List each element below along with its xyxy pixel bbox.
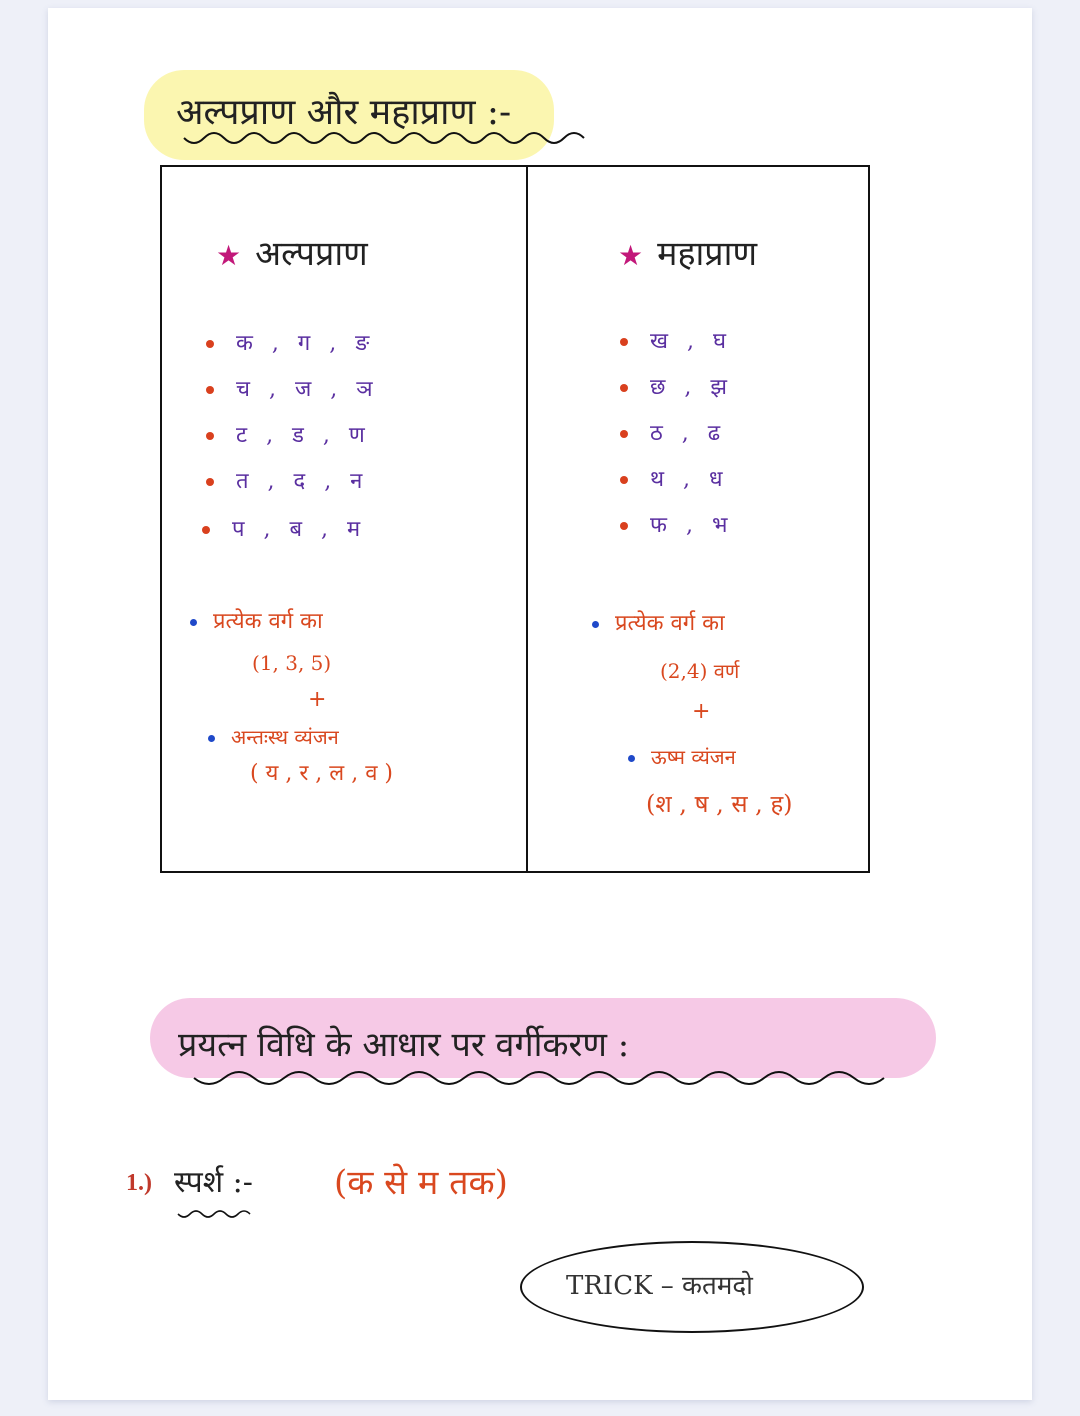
- heading-underline: [184, 126, 604, 156]
- note-2-sub: (श , ष , स , ह): [646, 790, 793, 818]
- bullet-icon: [206, 432, 214, 440]
- bullet-icon: [206, 340, 214, 348]
- plus-sign: +: [308, 687, 327, 712]
- bullet-icon: [620, 384, 628, 392]
- point-range: (क से म तक): [334, 1163, 508, 1203]
- bullet-icon: [628, 755, 635, 762]
- bullet-icon: [592, 621, 599, 628]
- bullet-icon: [206, 478, 214, 486]
- star-icon: ★: [618, 239, 644, 272]
- list-item: त , द , न: [206, 465, 368, 495]
- list-item: ठ , ढ: [620, 417, 726, 447]
- note-1-sub: (2,4) वर्ण: [660, 659, 740, 683]
- note-2-sub: ( य , र , ल , व ): [250, 761, 393, 786]
- bullet-icon: [190, 619, 197, 626]
- section-underline: [194, 1066, 914, 1096]
- list-item: थ , ध: [620, 463, 729, 493]
- bullet-icon: [620, 476, 628, 484]
- list-item: च , ज , ञ: [206, 373, 379, 403]
- note-1: प्रत्येक वर्ग का: [190, 605, 323, 635]
- plus-sign: +: [692, 699, 711, 724]
- mahaprana-column: [528, 167, 870, 871]
- note-1: प्रत्येक वर्ग का: [592, 607, 725, 637]
- alpaprana-column: [162, 167, 526, 871]
- trick-text: TRICK – कतमदो: [566, 1271, 753, 1301]
- list-item: ट , ड , ण: [206, 419, 371, 449]
- bullet-icon: [620, 522, 628, 530]
- mahaprana-title: ★ महाप्राण: [618, 234, 758, 274]
- bullet-icon: [620, 430, 628, 438]
- notebook-page: [48, 8, 1032, 1400]
- list-item: छ , झ: [620, 371, 733, 401]
- list-item: फ , भ: [620, 509, 733, 539]
- list-item: ख , घ: [620, 325, 732, 355]
- note-1-sub: (1, 3, 5): [252, 651, 332, 675]
- note-2: ऊष्म व्यंजन: [628, 743, 736, 770]
- bullet-icon: [206, 386, 214, 394]
- bullet-icon: [620, 338, 628, 346]
- comparison-table: [160, 165, 870, 873]
- alpaprana-title: ★ अल्पप्राण: [216, 234, 368, 274]
- bullet-icon: [202, 526, 210, 534]
- point-number: 1.): [126, 1170, 152, 1196]
- list-item: क , ग , ङ: [206, 327, 375, 357]
- note-2: अन्तःस्थ व्यंजन: [208, 723, 339, 750]
- section-heading: प्रयत्न विधि के आधार पर वर्गीकरण :: [178, 1025, 630, 1065]
- bullet-icon: [208, 735, 215, 742]
- page-heading: अल्पप्राण और महाप्राण :-: [176, 92, 512, 133]
- label-underline: [178, 1206, 258, 1222]
- star-icon: ★: [216, 239, 242, 272]
- list-item: प , ब , म: [202, 513, 366, 543]
- point-label: स्पर्श :-: [174, 1165, 253, 1200]
